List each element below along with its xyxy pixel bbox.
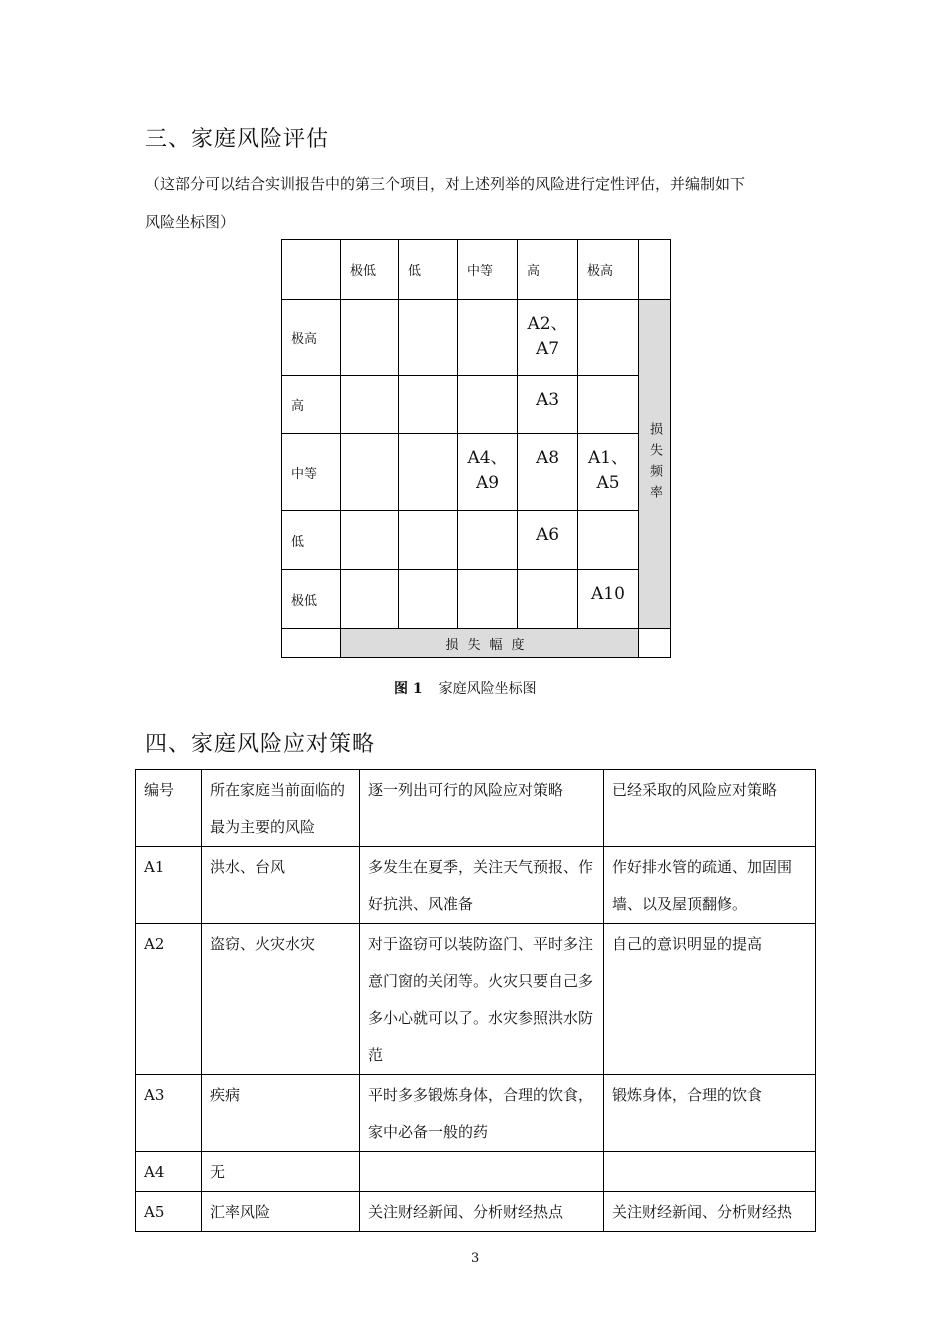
table-header-cell: 逐一列出可行的风险应对策略: [360, 770, 604, 847]
table-cell: 平时多多锻炼身体，合理的饮食，家中必备一般的药: [360, 1075, 604, 1152]
matrix-footer-corner-cell: [282, 629, 341, 658]
matrix-cell: A2、 A7: [518, 300, 578, 376]
table-cell: 关注财经新闻、分析财经热: [604, 1192, 816, 1232]
table-cell-code: A3: [136, 1075, 202, 1152]
matrix-col-header: 低: [399, 240, 458, 300]
table-cell: 盗窃、火灾水灾: [202, 924, 360, 1075]
matrix-cell: [458, 376, 518, 434]
matrix-corner-cell: [282, 240, 341, 300]
matrix-col-header: 极高: [578, 240, 639, 300]
table-cell: 洪水、台风: [202, 847, 360, 924]
matrix-cell: [399, 434, 458, 511]
matrix-cell: A4、 A9: [458, 434, 518, 511]
table-cell: [360, 1152, 604, 1192]
matrix-footer-end-cell: [639, 629, 671, 658]
matrix-cell: A8: [518, 434, 578, 511]
matrix-cell: [341, 570, 399, 629]
matrix-cell: [341, 511, 399, 570]
section-3-description-line-2: 风险坐标图）: [145, 213, 236, 231]
matrix-cell: A3: [518, 376, 578, 434]
table-cell: 自己的意识明显的提高: [604, 924, 816, 1075]
risk-strategy-table: [135, 769, 816, 1232]
matrix-row: [282, 376, 671, 434]
table-row: [136, 1075, 816, 1152]
table-cell: 疾病: [202, 1075, 360, 1152]
table-cell: 对于盗窃可以装防盗门、平时多注意门窗的关闭等。火灾只要自己多多小心就可以了。水灾参照洪水防范: [360, 924, 604, 1075]
table-cell: 关注财经新闻、分析财经热点: [360, 1192, 604, 1232]
matrix-cell: [341, 300, 399, 376]
matrix-cell: A6: [518, 511, 578, 570]
table-row: [136, 1152, 816, 1192]
table-cell: 多发生在夏季，关注天气预报、作好抗洪、风准备: [360, 847, 604, 924]
matrix-cell: [399, 300, 458, 376]
matrix-row-header: 低: [282, 511, 341, 570]
section-3-title: 三、家庭风险评估: [145, 127, 330, 152]
horizontal-axis-label: 损失幅度: [445, 637, 534, 653]
matrix-cell: [458, 570, 518, 629]
matrix-header-end-cell: [639, 240, 671, 300]
matrix-cell: [578, 300, 639, 376]
matrix-col-header: 高: [518, 240, 578, 300]
matrix-row: [282, 434, 671, 511]
figure-caption: [394, 678, 537, 698]
matrix-footer-row: [282, 629, 671, 658]
matrix-col-header: 中等: [458, 240, 518, 300]
matrix-cell: [578, 511, 639, 570]
table-row: [136, 847, 816, 924]
table-cell-code: A5: [136, 1192, 202, 1232]
matrix-cell: [458, 300, 518, 376]
figure-caption-text: 家庭风险坐标图: [438, 681, 537, 697]
table-cell-code: A2: [136, 924, 202, 1075]
matrix-cell: [341, 376, 399, 434]
table-row: [136, 924, 816, 1075]
table-cell-code: A4: [136, 1152, 202, 1192]
table-header-cell: 已经采取的风险应对策略: [604, 770, 816, 847]
matrix-row: [282, 570, 671, 629]
vertical-axis-label: 损失频率: [647, 422, 662, 506]
table-header-row: [136, 770, 816, 847]
matrix-cell: [458, 511, 518, 570]
horizontal-axis-label-cell: [341, 629, 639, 658]
matrix-row: [282, 300, 671, 376]
table-header-cell: 所在家庭当前面临的最为主要的风险: [202, 770, 360, 847]
matrix-row-header: 极低: [282, 570, 341, 629]
table-cell: [604, 1152, 816, 1192]
table-cell: 作好排水管的疏通、加固围墙、以及屋顶翻修。: [604, 847, 816, 924]
matrix-col-header: 极低: [341, 240, 399, 300]
matrix-row-header: 极高: [282, 300, 341, 376]
matrix-row-header: 中等: [282, 434, 341, 511]
table-header-cell: 编号: [136, 770, 202, 847]
matrix-cell: [399, 511, 458, 570]
matrix-cell: [341, 434, 399, 511]
table-cell: 锻炼身体，合理的饮食: [604, 1075, 816, 1152]
matrix-cell: [399, 570, 458, 629]
matrix-cell: A1、 A5: [578, 434, 639, 511]
matrix-cell: [399, 376, 458, 434]
table-cell: 汇率风险: [202, 1192, 360, 1232]
table-cell: 无: [202, 1152, 360, 1192]
figure-caption-prefix: 图 1: [394, 681, 423, 697]
table-cell-code: A1: [136, 847, 202, 924]
vertical-axis-label-cell: [639, 300, 671, 629]
page-number: 3: [471, 1251, 480, 1266]
matrix-cell: A10: [578, 570, 639, 629]
table-row: [136, 1192, 816, 1232]
matrix-cell: [578, 376, 639, 434]
matrix-row: [282, 511, 671, 570]
risk-coordinate-matrix: [281, 239, 671, 658]
matrix-header-row: [282, 240, 671, 300]
matrix-cell: [518, 570, 578, 629]
section-3-description-line-1: （这部分可以结合实训报告中的第三个项目，对上述列举的风险进行定性评估，并编制如下: [145, 175, 746, 193]
matrix-row-header: 高: [282, 376, 341, 434]
section-4-title: 四、家庭风险应对策略: [145, 732, 376, 757]
